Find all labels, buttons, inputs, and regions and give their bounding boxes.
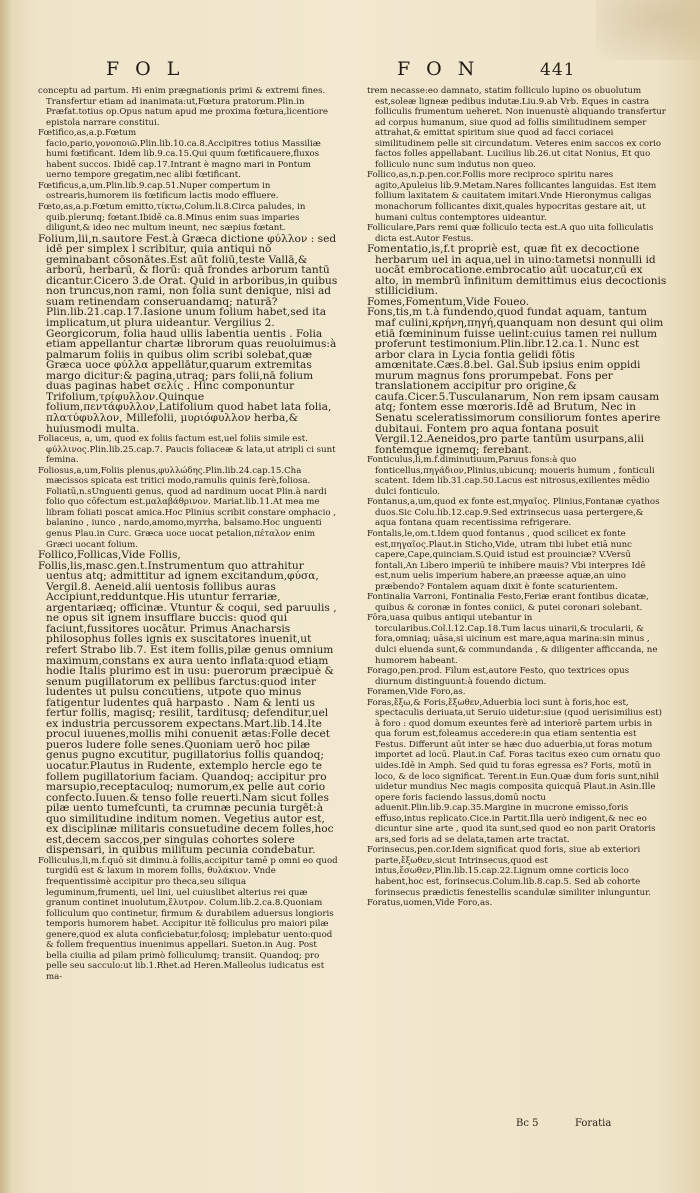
dictionary-entry: Folliculus,li,m.f.quō sit diminu.à follis,accipitur tamē p omni eo quod turgidū est & laxum in morem follis, θυλάκιον. Vnde frequentissimè accipitur pro theca,seu siliqua leguminum,frumenti, uel lini, uel cuiuslibet alterius rei quæ granum continet inuolutum,ἔλυτρον. Colum.lib.2.ca.8.Quoniam folliculum quo continetur, firmum & durabilem aduersus longioris temporis humorem habet. Accipitur itē folliculus pro maiori pilæ genere,quod ex aluta conficiebatur,folosq; implebatur uento:quod & follem frequentius inuenimus appellari. Sueton.in Aug. Post bella ciuilia ad pilam primò folliculumq; transiit. Quandoq; pro pelle seu sacculo:ut lib.1.Rhet.ad Heren.Malleolus iudicatus est ma- [38, 855, 338, 982]
paper-stain [596, 0, 700, 60]
dictionary-entry: Fontalis,le,om.t.Idem quod fontanus , quod scilicet ex fonte est,πηγαῖος.Plaut.in Sticho,Vide, utram tibi lubet etiā nunc capere,Cape,quinciam.S.Quid istud est prouinciæ? V.Versū fontali,An Libero imperiū te inhibere mauis? Vbi interpres Idē est,num uelis imperium habere,an præesse aquæ,an uino præbendo? Fontalem aquam dixit è fonte scaturientem. [367, 528, 646, 592]
dictionary-entry: Fontinalia Varroni, Fontinalia Festo,Feriæ erant fontibus dicatæ, quibus & coronæ in fontes coniici, & putei coronari solebant. [367, 592, 649, 613]
dictionary-entry: Foramen,Vide Foro,as. [367, 687, 466, 698]
dictionary-entry: Foliosus,a,um,Foliis plenus,φυλλώδης.Plin.lib.24.cap.15.Cha mæcissos spicata est tritici modo,ramulis quinis ferè,foliosa. Foliatū,n.sUnguenti genus, quod ad nardinum uocat Plin.à nardi folio quo cōfectum est.μαλαβάθρινον. Mariat.lib.11.At mea me libram foliati poscat amica.Hoc Plinius scribit constare omphacio , balanino , iunco , nardo,amomo,myrrha, balsamo.Hoc unguenti genus Plau.in Curc. Græca uoce uocat petalion,πέταλον enim Græci uocant folium. [38, 465, 336, 550]
dictionary-entry: Fœto,as,a.p.Fœtum emitto,τίκτω,Colum.li.8.Circa paludes, in quib.plerunq; fœtant.Ibidē ca.8.Minus enim suas imparies diligunt,& ideo nec multum ineunt, nec sæpius fœtant. [38, 202, 306, 234]
dictionary-entry: Follico,Follicas,Vide Follis, [38, 549, 181, 562]
dictionary-entry: Folium,lii,n.sautore Fest.à Græca dictione φύλλον : sed idē per simplex l scribitur, quia antiqui nō geminabant cōsonātes.Est aūt foliū,teste Vallā,& arborū, herbarū, & florū: quā frondes arborum tantū dicantur.Cicero 3.de Orat. Quid in arboribus,in quibus non truncus,non rami, non folia sunt denique, nisi ad suam retinendam conseruandamq; naturā? Plin.lib.21.cap.17.Iasione unum folium habet,sed ita implicatum,ut plura uideantur. Vergilius 2. Georgicorum, folia haud ullis labentia uentis . Folia etiam appellantur chartæ librorum quas reuoluimus:à palmarum foliis in quibus olim scribi solebat,quæ Græca uoce φύλλα appellātur,quarum extremitas margo dicitur:& pagina,utraq; pars folii,nā folium duas paginas habet σελίς . Hinc componuntur Trifolium,τρίφυλλον.Quinque folium,πεντάφυλλον,Latifolium quod habet lata folia, πλατύφυλλον, Millefolii, μυριόφυλλον herba,& huiusmodi multa. [38, 232, 338, 435]
right-column [367, 86, 667, 909]
dictionary-entry: Fœtificus,a,um.Plin.lib.9.cap.51.Nuper compertum in ostrearis,humorem iis fœtificum lactis modo effluere. [38, 180, 279, 202]
running-head-right: FON [397, 58, 491, 80]
dictionary-entry: Fontanus,a,um,quod ex fonte est,πηγαῖος. Plinius,Fontanæ cyathos duos.Sic Colu.lib.12.cap.9.Sed extrinsecus uasa pertergere,& aqua fontana quam recentissima refrigerare. [367, 497, 660, 529]
dictionary-entry: Follico,as,n.p.pen.cor.Follis more reciproco spiritu nares agito,Apuleius lib.9.Metam.Nares follicantes languidas. Est item follium laxitatem & cauitatem imitari.Vnde Hieronymus caligas monachorum follicantes dixit,quales hypocritas gestare ait, ut humani cultus contemptores uideantur. [367, 170, 657, 223]
dictionary-entry: Foratus,uomen,Vide Foro,as. [367, 898, 493, 909]
dictionary-entry: Fons,tis,m t.à fundendo,quod fundat aquam, tantum maf culini,κρήνη,πηγή,quanquam non desunt qui olim etiā fœmininum fuisse uelint:cuius tamen rei nullum proferunt testimonium.Plin.libr.12.ca.1. Nunc est arbor clara in Lycia fontia gelidi fōtis amœnitate.Cæs.8.bel. Gal.Sub ipsius enim oppidi murum magnus fons prorumpebat. Fons per translationem accipitur pro origine,& caufa.Cicer.5.Tusculanarum, Non rem ipsam causam atq; fontem esse mœroris.Idē ad Brutum, Nec in Senatu sceleratissimorum consiliorum fontes aperire dubitaui. Fontem pro aqua fontana posuit Vergil.12.Aeneidos,pro parte tantūm usurpans,alii fontemque ignemq; ferebant. [367, 306, 664, 456]
dictionary-entry: Fōra,uasa quibus antiqui utebantur in torcularibus.Col.l.12.Cap.18.Tum lacus uinarii,& trocularii, & fora,omniaq; uāsa,si uicinum est mare,aqua marina:sin minus , dulci eluenda sunt,& commundanda , & diligenter afficcanda, ne humorem habeant. [367, 613, 658, 666]
signature-mark: Bc 5 [516, 1118, 539, 1129]
dictionary-entry: Forinsecus,pen.cor.Idem significat quod foris, siue ab exteriori parte,ἔξωθεν,sicut Intrinsecus,quod est intus,ἔσωθεν,Plin.lib.15.cap.22.Lignum omne corticis loco habent,hoc est, forinsecus.Colum.lib.8.cap.5. Sed ab cohorte forinsecus prædictis fenestellis scandulæ similiter inlunguntur. [367, 845, 652, 898]
left-column [38, 86, 338, 982]
dictionary-entry: Fomes,Fomentum,Vide Foueo. [367, 295, 530, 308]
dictionary-entry: Fœtifico,as,a.p.Fœtum facio,pario,γονοποιῶ.Plin.lib.10.ca.8.Accipitres totius Massiliæ humi fœtificant. Idem lib.9.ca.15.Qui quum fœtificauere,fluxos habent succos. Ibidē cap.17.Intrant è magno mari in Pontum uerno tempore gregatim,nec alibi fœtificant. [38, 128, 321, 181]
dictionary-entry: Foras,ἔξω,& Foris,ἔξωθεν,Aduerbia loci sunt à foris,hoc est, spectaculis deriuata,ut Seruio uidetur:siue (quod uerisimilius est) à foro : quod domum exeuntes ferè ad interiorē partem urbis in qua forum est,foleamus accedere:in qua etiam sententia est Festus. Differunt aūt inter se hæc duo aduerbia,ut foras motum importet ad locū. Plaut.in Caf. Foras tacitus exeo cum ornatu quo uides.Idē in Amph. Sed quid tu foras egressa es? Foris, motū in loco, & de loco significat. Terent.in Eun.Quæ dum foris sunt,nihil uidetur mundius Nec magis composita quicquā Plaut.in Asin.Ille opere foris faciendo lassus,domū noctu aduenit.Plin.lib.9.cap.35.Margine in mucrone emisso,foris effuso,intus replicato.Cice.in Partit.Illa uerò indigent,& nec eo dicuntur sine arte , quod ita sunt,sed quod eo non parit Oratoris ars,sed foris ad se delata,tamen arte tractat. [367, 697, 662, 845]
dictionary-entry: Forago,pen.prod. Filum est,autore Festo, quo textrices opus diurnum distinguunt:à fouendo dictum. [367, 666, 630, 687]
running-head-left: FOL [106, 58, 196, 80]
dictionary-entry: Fomentatio,is,f.t propriè est, quæ fit ex decoctione herbarum uel in aqua,uel in uino:tametsi nonnulli id uocāt embrocatione.embrocatio aūt uocatur,cū ex alto, in membrū īnfinitum demittimus eius decoctionis stillicidium. [367, 243, 667, 298]
dictionary-entry: Foliaceus, a, um, quod ex foliis factum est,uel foliis simile est. φύλλινος.Plin.lib.25.cap.7. Paucis foliaceæ & lata,ut atripli ci sunt femina. [38, 434, 336, 466]
dictionary-entry: Fonticulus,li,m.f.diminutiuum,Paruus fons:à quo fonticellus,πηγάδιον,Plinius,ubicunq; moueris humum , fonticuli scatent. Idem lib.31.cap.50.Lacus est nitrosus,exilientes mēdio dulci fonticulo. [367, 455, 655, 497]
dictionary-entry: Follis,lis,masc.gen.t.Instrumentum quo attrahitur uentus atq; admittitur ad ignem excitandum,φύσα, Vergil.8. Aeneid.alii uentosis follibus auras Accipiunt,redduntque.His utuntur ferrariæ, argentariæq; officinæ. Vtuntur & coqui, sed paruulis , ne opus sit ignem insufflare buccis: quod qui faciunt,fussitores uocātur. Primus Anacharsis philosophus folles ignis ex suscitatores inuenit,ut refert Strabo lib.7. Est item follis,pilæ genus omnium maximum,constans ex aura uento inflata:quod etiam hodie Italis plurimo est in usu: puerorum præcipuè & senum pugillatorum ex pellibus farctus:quod inter ludentes ut pulsu concutiens, utpote quo minus fatigentur ludentes quā harpasto . Nam & lenti us fertur follis, magisq; resilit, tarditusq; defenditur,uel ex industria percussorem expectans.Mart.lib.14.Ite procul iuuenes,mollis mihi conuenit ætas:Folle decet pueros ludere folle senes.Quoniam uerō hoc pilæ genus pugno excutitur, pugillatorius follis quandoq; uocatur.Plautus in Rudente, extemplo hercle ego te follem pugillatorium faciam. Quandoq; accipitur pro marsupio,receptaculoq; numorum,ex pelle aut corio confecto.Iuuen.& tenso folle reuerti.Nam sicut folles pilæ uento tumefcunti, ta crumnæ pecunia turgēt:à quo similitudine inditum nomen. Vegetius autor est, ex disciplinæ militaris consuetudine decem folles,hoc est,decem saccos,per singulas cohortes solere dispensari, in quibus militum pecunia condebatur. [38, 559, 337, 857]
page-gutter [0, 0, 12, 1193]
dictionary-entry: conceptu ad partum. Hi enim prægnationis primi & extremi fines. Transfertur etiam ad inanimata:ut,Fœtura pratorum.Plin.in Præfat.totius op.Opus natum apud me proxima fœtura,licentiore epistola narrare constitui. [38, 86, 328, 128]
catchword: Foratia [575, 1118, 612, 1129]
page-number: 441 [540, 60, 576, 80]
dictionary-entry: Folliculare,Pars remi quæ folliculo tecta est.A quo uita folliculatis dicta est.Autor Festus. [367, 223, 654, 244]
dictionary-entry: trem necasse:eo damnato, statim folliculo lupino os obuolutum est,soleæ ligneæ pedibus indutæ.Liu.9.ab Vrb. Eques in castra folliculis frumentum ueheret. Non inuenustè aliquando transfertur ad corpus humanum, siue quod ad follis similitudinem semper attrahat,& emittat spiritum siue quod ad facci coriacei similitudinem pelle sit circundatum. Veteres enim saccos ex corio factos folles appellabant. Lucilius lib.26.ut citat Nonius, Et quo folliculo nunc sum indutus non queo. [367, 86, 666, 170]
